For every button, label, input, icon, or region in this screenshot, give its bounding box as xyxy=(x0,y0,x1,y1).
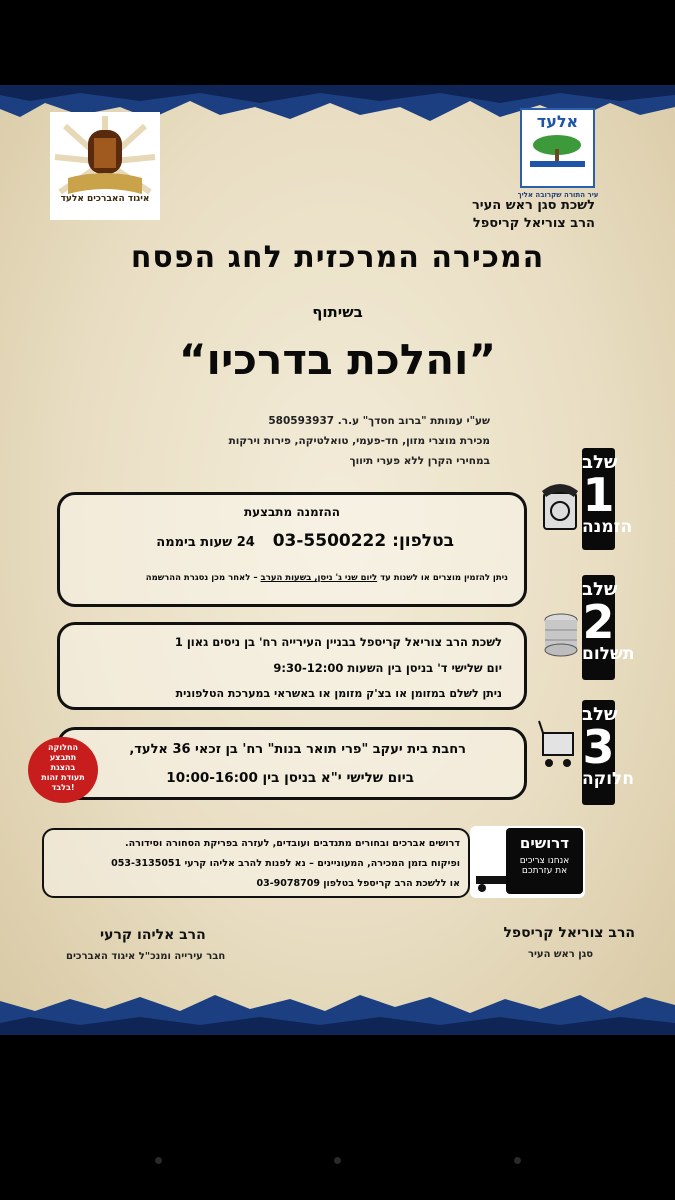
step-2-label: תשלום xyxy=(582,644,635,664)
payment-line-2: יום שלישי ד' בניסן בין השעות 9:30-12:00 xyxy=(273,661,502,675)
office-line-1: לשכת סגן ראש העיר xyxy=(471,198,595,213)
info-line-3: במחירי הקרן ללא פערי תיווך xyxy=(349,455,490,467)
city-tree-icon xyxy=(522,131,593,171)
order-box xyxy=(57,492,527,607)
help-wanted-line-2: את עזרתכם xyxy=(521,866,568,876)
signature-left-name: הרב אליהו קרעי xyxy=(100,927,206,943)
association-logo-text: איגוד האברכים אלעד xyxy=(60,194,150,204)
signature-right-name: הרב צוריאל קריספל xyxy=(503,925,635,941)
step-1-word: שלב xyxy=(582,452,618,473)
office-line-2: הרב צוריאל קריספל xyxy=(472,216,595,231)
volunteers-line-3: או ללשכת הרב קריספל בטלפון 03-9078709 xyxy=(256,878,460,889)
volunteers-line-2: ופיקוח בזמן המכירה, המעוניינים – נא לפנות להרב אליהו קרעי 053-3135051 xyxy=(111,858,460,869)
id-notice-line-3: בהצגת xyxy=(50,763,76,772)
step-2-number: 2 xyxy=(582,595,615,649)
step-3-badge xyxy=(582,700,634,805)
payment-box xyxy=(57,622,527,710)
distribution-box xyxy=(57,727,527,800)
torn-edge-bottom xyxy=(0,987,675,1035)
help-wanted-title: דרושים xyxy=(519,834,570,852)
step-3-label: חלוקה xyxy=(582,769,634,789)
step-1-badge xyxy=(582,448,633,550)
cart-icon xyxy=(537,715,581,777)
order-hours: 24 שעות ביממה xyxy=(156,535,255,550)
distribution-line-1: רחבת בית יעקב "פרי תואר בנות" רח' בן זכאי 36 אלעד, xyxy=(129,742,466,757)
order-phone-number[interactable]: 03-5500222 xyxy=(272,531,387,551)
volunteers-line-1: דרושים אברכים ובחורים מתנדבים ועובדים, לעזרה בפריקת הסחורה וסידורה. xyxy=(125,838,460,849)
phone-icon xyxy=(538,475,582,535)
step-1-label: הזמנה xyxy=(582,517,633,537)
info-line-1: שע"י עמותת "ברוב חסדך" ע.ר. 580593937 xyxy=(268,415,490,427)
main-title: המכירה המרכזית לחג הפסח xyxy=(130,240,545,275)
city-logo-name: אלעד xyxy=(536,112,579,131)
step-1-number: 1 xyxy=(582,468,615,522)
distribution-line-2: ביום שלישי י"א בניסן בין 10:00-16:00 xyxy=(166,770,414,786)
partnership-label: בשיתוף xyxy=(312,303,363,321)
order-note-pre: ניתן להזמין מוצרים או לשנות עד xyxy=(377,573,508,583)
help-wanted-card xyxy=(470,826,585,898)
order-title: ההזמנה מתבצעת xyxy=(243,505,341,519)
association-logo xyxy=(50,112,160,220)
payment-line-1: לשכת הרב צוריאל קריספל בבניין העירייה רח' בן ניסים גאון 1 xyxy=(174,635,502,649)
help-wanted-label xyxy=(506,828,583,894)
volunteers-box xyxy=(42,828,470,898)
help-wanted-line-1: אנחנו צריכים xyxy=(519,856,570,866)
page-dot-2[interactable] xyxy=(334,1157,341,1164)
id-notice-line-2: תתבצע xyxy=(49,753,77,762)
id-notice-line-4: תעודת זהות xyxy=(41,773,85,782)
city-tagline: עיר התורה שקרובה אליך xyxy=(517,191,599,199)
info-line-2: מכירת מוצרי מזון, חד-פעמי, טואלטיקה, פירות וירקות xyxy=(228,435,490,447)
order-note-post: – לאחר מכן נסגרת ההרשמה xyxy=(145,573,261,583)
signature-right-title: סגן ראש העיר xyxy=(527,949,593,960)
page-dot-3[interactable] xyxy=(514,1157,521,1164)
signature-left-title: חבר עירייה ומנכ"ל איגוד האברכים xyxy=(66,951,226,962)
order-phone-line xyxy=(156,531,454,551)
campaign-title: ”והלכת בדרכיו“ xyxy=(178,335,497,384)
order-note xyxy=(146,573,508,583)
step-3-number: 3 xyxy=(582,720,615,774)
step-2-word: שלב xyxy=(582,579,618,600)
order-note-underlined: ליום שני ג' ניסן, בשעות הערב xyxy=(260,573,378,583)
step-2-badge xyxy=(582,575,635,680)
city-logo xyxy=(520,108,595,188)
flyer-poster xyxy=(0,85,675,1035)
id-notice-badge xyxy=(28,737,98,803)
step-3-word: שלב xyxy=(582,704,618,725)
page-dot-1[interactable] xyxy=(155,1157,162,1164)
order-phone-label: בטלפון: xyxy=(392,531,454,551)
id-notice-line-1: החלוקה xyxy=(48,743,78,752)
id-notice-line-5: בלבד! xyxy=(51,783,75,792)
payment-line-3: ניתן לשלם במזומן או בצ'ק מזומן או באשראי במערכת הטלפונית xyxy=(175,687,502,700)
coins-icon xyxy=(540,610,582,662)
